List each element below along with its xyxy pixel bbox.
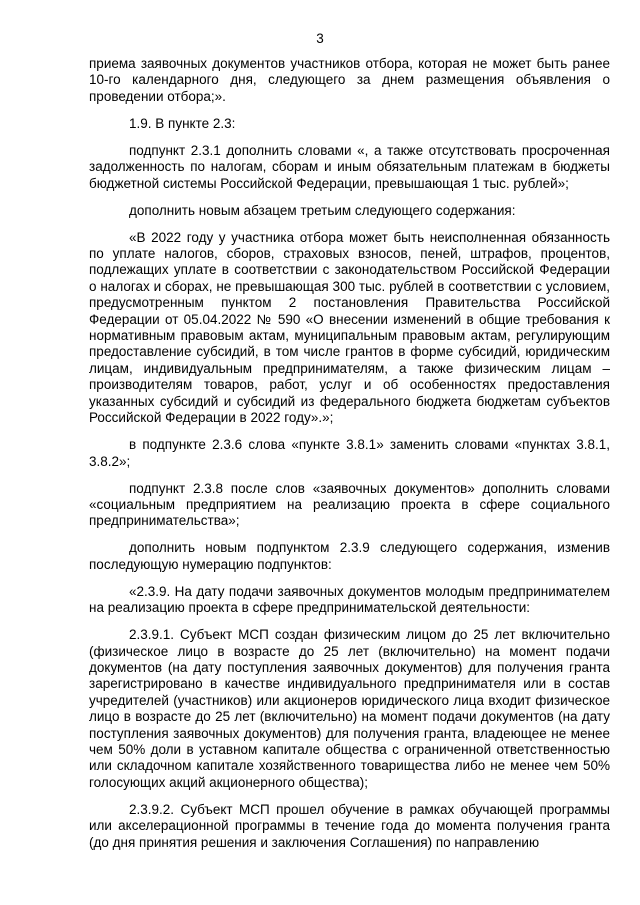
paragraph-2-3-9-2: 2.3.9.2. Субъект МСП прошел обучение в рамках обучающей программы или акселерационной программы в течение года до момента получения гранта (до дня принятия решения и заключения Соглашения) по направлению: [89, 801, 610, 850]
paragraph-section-1-9: 1.9. В пункте 2.3:: [129, 115, 236, 131]
paragraph-2-3-9-1: 2.3.9.1. Субъект МСП создан физическим лицом до 25 лет включительно (физическое лицо в возрасте до 25 лет (включительно) на момент подачи документов (на дату поступления заявочных документов) для получения гранта зарегистрировано в качестве индивидуального предпринимателя или в состав учредителей (участников) или акционеров юридического лица входит физическое лицо в возрасте до 25 лет (включительно) на момент подачи документов (на дату поступления заявочных документов) для получения гранта, владеющее не менее чем 50% доли в уставном капитале общества с ограниченной ответственностью или складочном капитале хозяйственного товарищества либо не менее чем 50% голосующих акций акционерного общества);: [89, 627, 610, 790]
paragraph-subclause-2-3-8: подпункт 2.3.8 после слов «заявочных документов» дополнить словами «социальным предприятием на реализацию проекта в сфере социального предпринимательства»;: [89, 480, 610, 529]
page-number: 3: [316, 31, 324, 46]
paragraph-subclause-2-3-6: в подпункте 2.3.6 слова «пункте 3.8.1» заменить словами «пунктах 3.8.1, 3.8.2»;: [89, 437, 610, 469]
paragraph-add-third-abzac: дополнить новым абзацем третьим следующего содержания:: [129, 202, 516, 218]
paragraph-add-2-3-9: дополнить новым подпунктом 2.3.9 следующего содержания, изменив последующую нумерацию подпунктов:: [89, 540, 610, 572]
paragraph-subclause-2-3-1: подпункт 2.3.1 дополнить словами «, а также отсутствовать просроченная задолженность по налогам, сборам и иным обязательным платежам в бюджеты бюджетной системы Российской Федерации, превышающая 1 тыс. рублей»;: [89, 142, 610, 191]
paragraph-2-3-9: «2.3.9. На дату подачи заявочных документов молодым предпринимателем на реализацию проекта в сфере предпринимательской деятельности:: [89, 583, 610, 616]
paragraph-continuation: приема заявочных документов участников отбора, которая не может быть ранее 10-го календарного дня, следующего за днем размещения объявления о проведении отбора;».: [89, 56, 610, 104]
paragraph-quoted-2022: «В 2022 году у участника отбора может быть неисполненная обязанность по уплате налогов, сборов, страховых взносов, пеней, штрафов, процентов, подлежащих уплате в соответствии с законодательством Российской Федерации о налогах и сборах, не превышающая 300 тыс. рублей в соответствии с условием, предусмотренным пунктом 2 постановления Правительства Российской Федерации от 05.04.2022 № 590 «О внесении изменений в общие требования к нормативным правовым актам, муниципальным правовым актам, регулирующим предоставление субсидий, в том числе грантов в форме субсидий, юридическим лицам, индивидуальным предпринимателям, а также физическим лицам – производителям товаров, работ, услуг и об особенностях предоставления указанных субсидий и субсидий из федерального бюджета бюджетам субъектов Российской Федерации в 2022 году».»;: [89, 229, 610, 426]
document-body: [89, 56, 610, 851]
